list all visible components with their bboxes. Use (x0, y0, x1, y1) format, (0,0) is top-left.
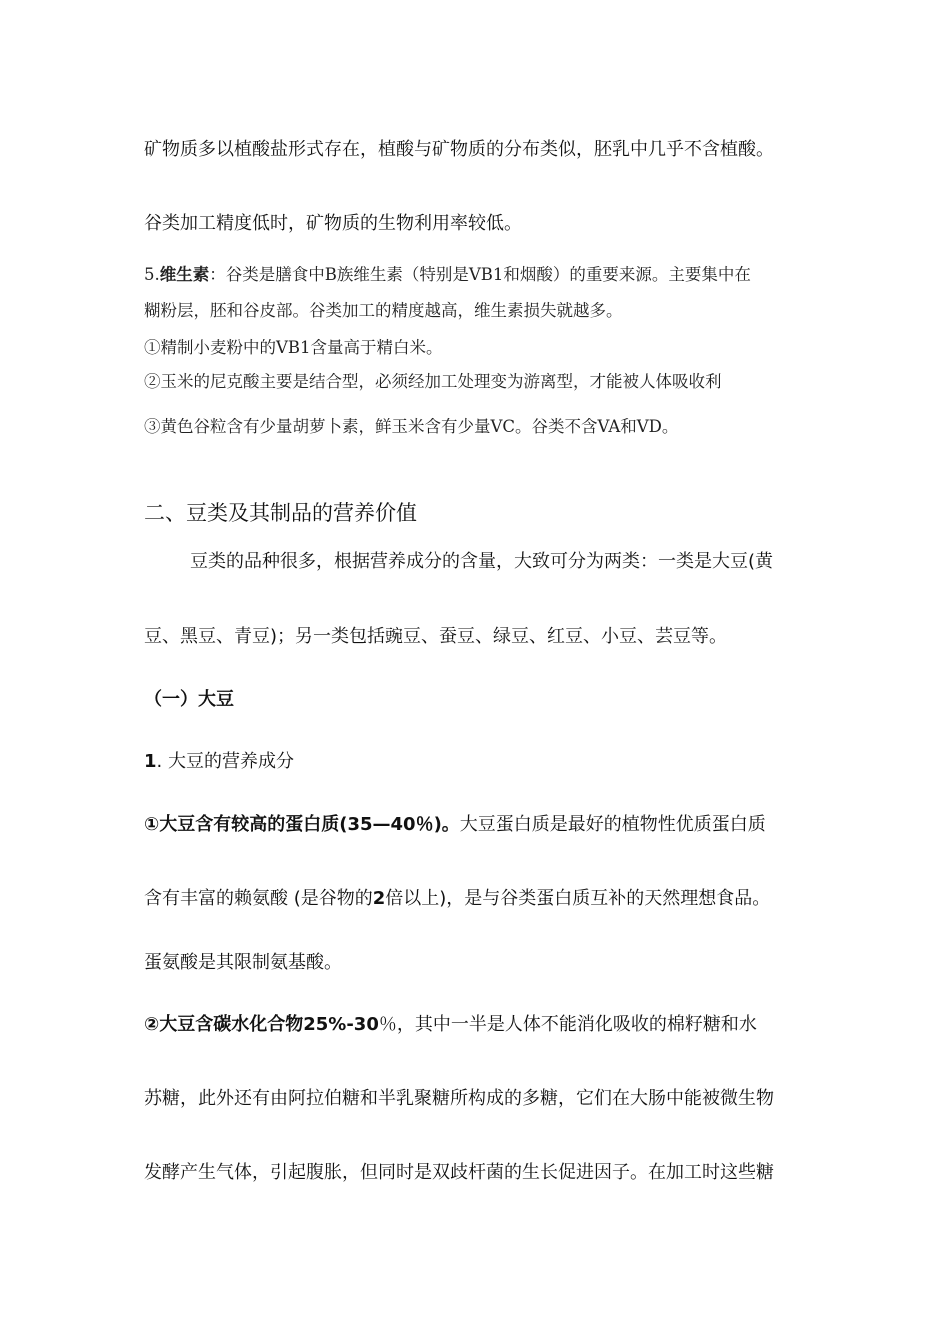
protein-emphasis: ①大豆含有较高的蛋白质(35—40％)。 (144, 814, 460, 835)
vitamin-item-2: ②玉米的尼克酸主要是结合型，必须经加工处理变为游离型，才能被人体吸收利 (144, 372, 722, 391)
vitamin-paragraph-line1 (144, 262, 751, 288)
legumes-intro-line2: 豆、黑豆、青豆)；另一类包括豌豆、蚕豆、绿豆、红豆、小豆、芸豆等。 (144, 626, 728, 647)
vitamin-item-3: ③黄色谷粒含有少量胡萝卜素，鲜玉米含有少量VC。谷类不含VA和VD。 (144, 417, 679, 436)
vitamin-text: 谷类是膳食中B族维生素（特别是VB1和烟酸）的重要来源。主要集中在 (225, 265, 751, 284)
vitamin-paragraph-line2: 糊粉层，胚和谷皮部。谷类加工的精度越高，维生素损失就越多。 (144, 301, 623, 320)
protein-text: 大豆蛋白质是最好的植物性优质蛋白质 (459, 814, 766, 835)
soybean-nutrition-heading (144, 749, 294, 775)
carbohydrate-emphasis: ②大豆含碳水化合物25%-30 (144, 1014, 379, 1035)
paragraph-mineral-bioavailability: 谷类加工精度低时，矿物质的生物利用率较低。 (144, 213, 522, 234)
vitamin-number: 5. (144, 265, 160, 284)
vitamin-label: 维生素 (159, 265, 210, 284)
paragraph-minerals-phytate: 矿物质多以植酸盐形式存在，植酸与矿物质的分布类似，胚乳中几乎不含植酸。 (144, 139, 774, 160)
soybean-nutrition-number: 1 (144, 751, 157, 772)
protein-line1 (144, 812, 766, 838)
protein-line2-text-a: 含有丰富的赖氨酸 (是谷物的 (144, 888, 373, 909)
section-heading-legumes: 二、豆类及其制品的营养价值 (144, 501, 417, 525)
vitamin-item-1: ①精制小麦粉中的VB1含量高于精白米。 (144, 338, 443, 357)
carbohydrate-line3: 发酵产生气体，引起腹胀，但同时是双歧杆菌的生长促进因子。在加工时这些糖 (144, 1162, 774, 1183)
legumes-intro-line1: 豆类的品种很多，根据营养成分的含量，大致可分为两类：一类是大豆(黄 (190, 551, 774, 572)
protein-line2-number: 2 (372, 888, 386, 909)
protein-line3: 蛋氨酸是其限制氨基酸。 (144, 952, 342, 973)
carbohydrate-line2: 苏糖，此外还有由阿拉伯糖和半乳聚糖所构成的多糖，它们在大肠中能被微生物 (144, 1088, 774, 1109)
vitamin-colon: ： (209, 265, 226, 284)
protein-line2-text-b: 倍以上)，是与谷类蛋白质互补的天然理想食品。 (385, 888, 771, 909)
carbohydrate-line1 (144, 1012, 757, 1038)
carbohydrate-text: ％，其中一半是人体不能消化吸收的棉籽糖和水 (378, 1014, 757, 1035)
subsection-heading-soybean: （一）大豆 (144, 689, 234, 710)
soybean-nutrition-title: . 大豆的营养成分 (156, 751, 294, 772)
protein-line2 (144, 886, 770, 912)
